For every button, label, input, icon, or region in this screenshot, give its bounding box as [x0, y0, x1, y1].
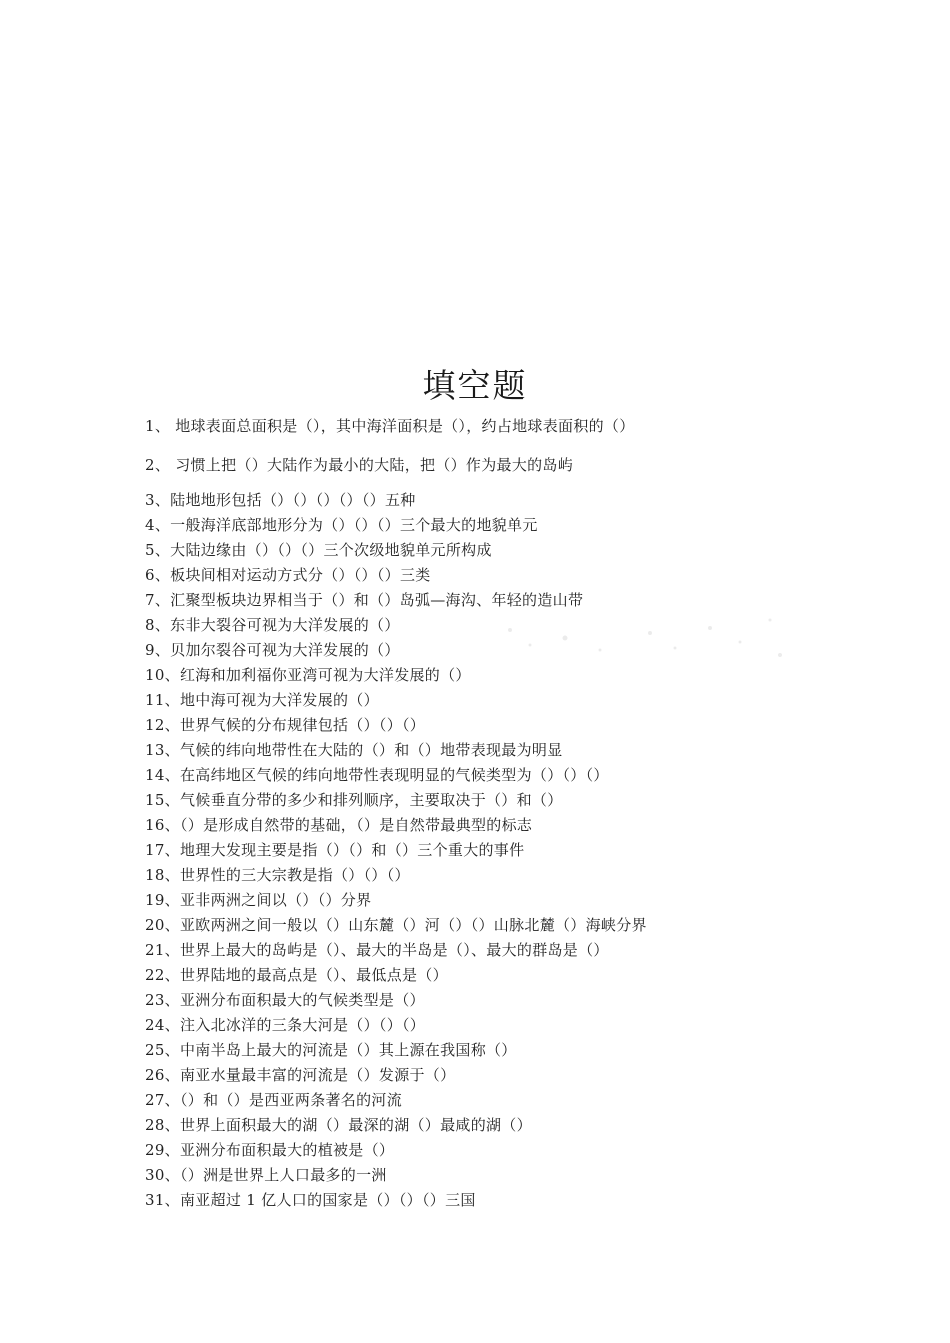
question-list	[145, 414, 865, 1213]
question-item: 1、 地球表面总面积是（），其中海洋面积是（），约占地球表面积的（）	[145, 417, 635, 435]
question-item: 12、世界气候的分布规律包括（）（）（）	[145, 716, 426, 734]
question-item: 20、亚欧两洲之间一般以（）山东麓（）河（）（）山脉北麓（）海峡分界	[145, 916, 647, 934]
question-item: 30、（）洲是世界上人口最多的一洲	[145, 1166, 387, 1184]
question-item: 7、汇聚型板块边界相当于（）和（）岛弧—海沟、年轻的造山带	[145, 591, 584, 609]
question-item: 8、东非大裂谷可视为大洋发展的（）	[145, 616, 400, 634]
question-item: 25、中南半岛上最大的河流是（）其上源在我国称（）	[145, 1041, 517, 1059]
question-item: 19、亚非两洲之间以（）（）分界	[145, 891, 372, 909]
question-item: 17、地理大发现主要是指（）（）和（）三个重大的事件	[145, 841, 525, 859]
question-item: 3、陆地地形包括（）（）（）（）（）五种	[145, 491, 416, 509]
question-item: 23、亚洲分布面积最大的气候类型是（）	[145, 991, 425, 1009]
question-item: 31、南亚超过 1 亿人口的国家是（）（）（）三国	[145, 1191, 476, 1209]
question-item: 27、（）和（）是西亚两条著名的河流	[145, 1091, 402, 1109]
question-item: 9、贝加尔裂谷可视为大洋发展的（）	[145, 641, 400, 659]
question-item: 6、板块间相对运动方式分（）（）（）三类	[145, 566, 431, 584]
question-item: 15、气候垂直分带的多少和排列顺序，主要取决于（）和（）	[145, 791, 563, 809]
question-item: 26、南亚水量最丰富的河流是（）发源于（）	[145, 1066, 456, 1084]
question-item: 21、世界上最大的岛屿是（）、最大的半岛是（）、最大的群岛是（）	[145, 941, 609, 959]
question-item: 28、世界上面积最大的湖（）最深的湖（）最咸的湖（）	[145, 1116, 532, 1134]
question-item: 11、地中海可视为大洋发展的（）	[145, 691, 379, 709]
question-item: 13、气候的纬向地带性在大陆的（）和（）地带表现最为明显	[145, 741, 563, 759]
question-item: 5、大陆边缘由（）（）（）三个次级地貌单元所构成	[145, 541, 492, 559]
question-item: 18、世界性的三大宗教是指（）（）（）	[145, 866, 410, 884]
question-item: 24、注入北冰洋的三条大河是（）（）（）	[145, 1016, 426, 1034]
question-item: 10、红海和加利福你亚湾可视为大洋发展的（）	[145, 666, 471, 684]
question-item: 4、一般海洋底部地形分为（）（）（）三个最大的地貌单元	[145, 516, 538, 534]
question-item: 14、在高纬地区气候的纬向地带性表现明显的气候类型为（）（）（）	[145, 766, 609, 784]
question-item: 2、 习惯上把（）大陆作为最小的大陆，把（）作为最大的岛屿	[145, 456, 574, 474]
question-item: 22、世界陆地的最高点是（）、最低点是（）	[145, 966, 448, 984]
question-item: 16、（）是形成自然带的基础，（）是自然带最典型的标志	[145, 816, 533, 834]
page-title: 填空题	[422, 366, 528, 405]
question-item: 29、亚洲分布面积最大的植被是（）	[145, 1141, 395, 1159]
